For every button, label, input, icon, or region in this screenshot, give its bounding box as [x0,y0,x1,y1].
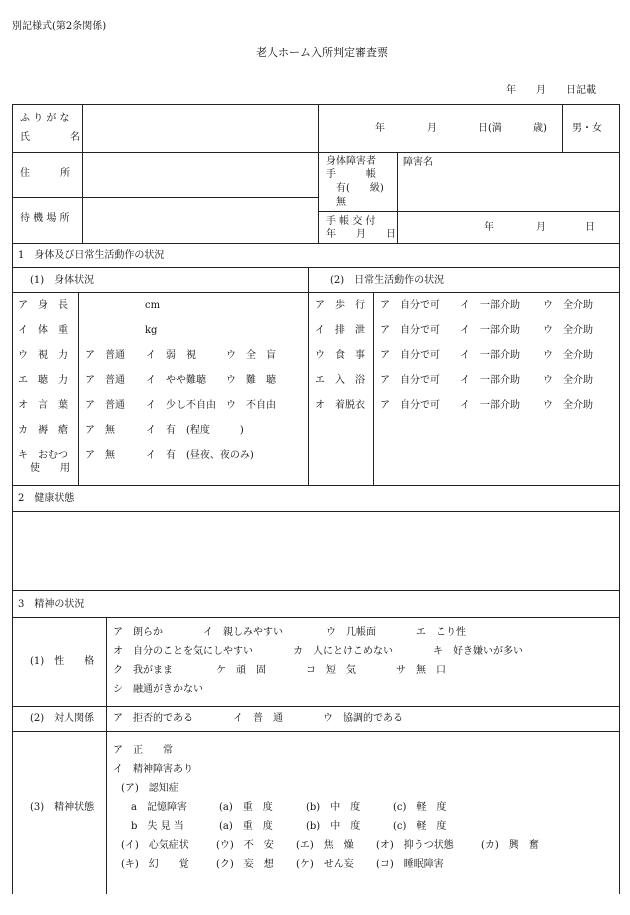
option[interactable]: ア 普通 [85,375,125,386]
body-label-hearing: エ 聴 力 [18,375,68,386]
option[interactable]: ア 無 [85,425,115,436]
option[interactable]: イ 有 (昼夜、夜のみ) [146,450,254,461]
option[interactable]: ア 自分で可 [380,375,440,386]
option[interactable]: (ウ) 不 安 [216,840,274,851]
option[interactable]: ア 自分で可 [380,400,440,411]
adl-label-eating: ウ 食 事 [315,350,365,361]
option[interactable]: ア 正 常 [113,745,173,756]
birth-day: 日(満 [478,123,502,134]
option[interactable]: (a) 重 度 [219,821,273,832]
section1-title: 1 身体及び日常生活動作の状況 [18,250,165,261]
rule [318,104,319,243]
address-label: 住 所 [20,168,70,179]
rule [82,104,83,243]
option[interactable]: イ 一部介助 [460,400,520,411]
form-reference: 別記様式(第2条関係) [12,21,107,32]
option[interactable]: ウ 協調的である [323,713,403,724]
option[interactable]: ウ 全介助 [543,325,593,336]
issue-year: 年 [484,222,494,233]
adl-label-walking: ア 歩 行 [315,300,365,311]
option[interactable]: (イ) 心気症状 [121,840,189,851]
rule [373,292,374,485]
option[interactable]: (エ) 焦 燥 [296,840,354,851]
disability-label: 手 帳 [326,169,376,180]
option[interactable]: (ア) 認知症 [121,783,179,794]
option[interactable]: (オ) 抑うつ状態 [376,840,454,851]
option[interactable]: イ 一部介助 [460,300,520,311]
option: a 記憶障害 [131,802,187,813]
issue-month: 月 [536,222,546,233]
body-unit-kg: kg [145,325,158,336]
adl-label-bathing: エ 入 浴 [315,375,365,386]
option[interactable]: ウ 不自由 [226,400,276,411]
rule [12,152,619,153]
option[interactable]: ケ 頑 固 [216,665,266,676]
disability-label: 有( 級) [336,183,384,194]
option[interactable]: イ 一部介助 [460,350,520,361]
option[interactable]: コ 短 気 [306,665,356,676]
option[interactable]: ウ 几帳面 [326,627,376,638]
issue-label: 年 月 日 [326,229,396,240]
option[interactable]: ウ 全介助 [543,350,593,361]
frame-left [12,104,13,894]
option[interactable]: オ 自分のことを気にしやすい [113,646,253,657]
option[interactable]: ア 普通 [85,350,125,361]
rule [106,617,107,894]
rule [12,511,619,512]
disability-name-label: 障害名 [403,157,433,168]
option[interactable]: (ケ) せん妄 [296,859,354,870]
option[interactable]: ア 無 [85,450,115,461]
option[interactable]: (c) 軽 度 [393,802,447,813]
option[interactable]: ア 自分で可 [380,300,440,311]
option[interactable]: ウ 全介助 [543,375,593,386]
personality-label: (1) 性 格 [30,656,95,667]
option[interactable]: ア 普通 [85,400,125,411]
option[interactable]: サ 無 口 [396,665,446,676]
rule [78,292,79,485]
option[interactable]: カ 人にとけこめない [293,646,393,657]
rule [12,104,619,105]
name-label: 氏 名 [20,132,80,143]
birth-year: 年 [375,123,385,134]
rule [12,197,318,198]
rule [12,243,619,244]
age-suffix: 歳) [533,123,547,134]
option[interactable]: エ こり性 [416,627,466,638]
issue-label: 手 帳 交 付 [326,216,376,227]
option[interactable]: イ 一部介助 [460,375,520,386]
option[interactable]: ア 自分で可 [380,325,440,336]
waiting-place-label: 待 機 場 所 [20,213,70,224]
section1-sub2: (2) 日常生活動作の状況 [330,275,445,286]
option[interactable]: (コ) 睡眠障害 [376,859,444,870]
rule [12,590,619,591]
rule [12,617,619,618]
option[interactable]: イ 親しみやすい [203,627,283,638]
rule [562,104,563,152]
section1-sub1: (1) 身体状況 [30,275,95,286]
relation-label: (2) 対人関係 [30,713,95,724]
body-label-weight: イ 体 重 [18,325,68,336]
rule [397,152,398,243]
option[interactable]: (ク) 妄 想 [216,859,274,870]
option[interactable]: ア 自分で可 [380,350,440,361]
section3-title: 3 精神の状況 [18,599,85,610]
page-title: 老人ホーム入所判定審査票 [256,46,388,59]
option[interactable]: (c) 軽 度 [393,821,447,832]
option[interactable]: ア 拒否的である [113,713,193,724]
option[interactable]: イ 少し不自由 [146,400,216,411]
birth-month: 月 [427,123,437,134]
disability-label: 無 [336,197,346,208]
body-label-speech: オ 言 葉 [18,400,68,411]
option[interactable]: (b) 中 度 [306,821,361,832]
option[interactable]: ウ 全介助 [543,400,593,411]
option[interactable]: イ 弱 視 [146,350,196,361]
rule [12,485,619,486]
option[interactable]: ウ 難 聴 [226,375,276,386]
option[interactable]: ア 朗らか [113,627,163,638]
body-label-diaper: キ おむつ [18,450,68,461]
body-label-height: ア 身 長 [18,300,68,311]
option[interactable]: イ 有 (程度 ) [146,425,244,436]
body-unit-cm: cm [145,300,161,311]
option[interactable]: イ やや難聴 [146,375,206,386]
rule [308,267,309,485]
sex-options: 男・女 [572,123,602,134]
option[interactable]: ウ 全介助 [543,300,593,311]
option[interactable]: イ 普 通 [233,713,283,724]
option[interactable]: ク 我がまま [113,665,173,676]
rule [12,267,619,268]
option: b 失 見 当 [131,821,184,832]
option[interactable]: (a) 重 度 [219,802,273,813]
rule [12,292,619,293]
option[interactable]: ウ 全 盲 [226,350,276,361]
adl-label-excretion: イ 排 泄 [315,325,365,336]
option[interactable]: イ 精神障害あり [113,764,193,775]
option[interactable]: キ 好き嫌いが多い [433,646,523,657]
adl-label-dressing: オ 着脱衣 [315,400,365,411]
option[interactable]: (カ) 興 奮 [481,840,539,851]
record-date: 年 月 日記載 [506,85,596,96]
option[interactable]: (キ) 幻 覚 [121,859,189,870]
rule [12,731,619,732]
disability-label: 身体障害者 [326,156,376,167]
mental-state-label: (3) 精神状態 [30,802,95,813]
body-label-vision: ウ 視 力 [18,350,68,361]
rule [12,706,619,707]
body-label-diaper-2: 使 用 [30,463,70,474]
frame-right [619,104,620,894]
furigana-label: ふ り が な [20,113,70,124]
section2-title: 2 健康状態 [18,493,75,504]
issue-day: 日 [585,222,595,233]
option[interactable]: (b) 中 度 [306,802,361,813]
body-label-bedsore: カ 褥 瘡 [18,425,68,436]
option[interactable]: イ 一部介助 [460,325,520,336]
option[interactable]: シ 融通がきかない [113,684,203,695]
rule [318,211,619,212]
